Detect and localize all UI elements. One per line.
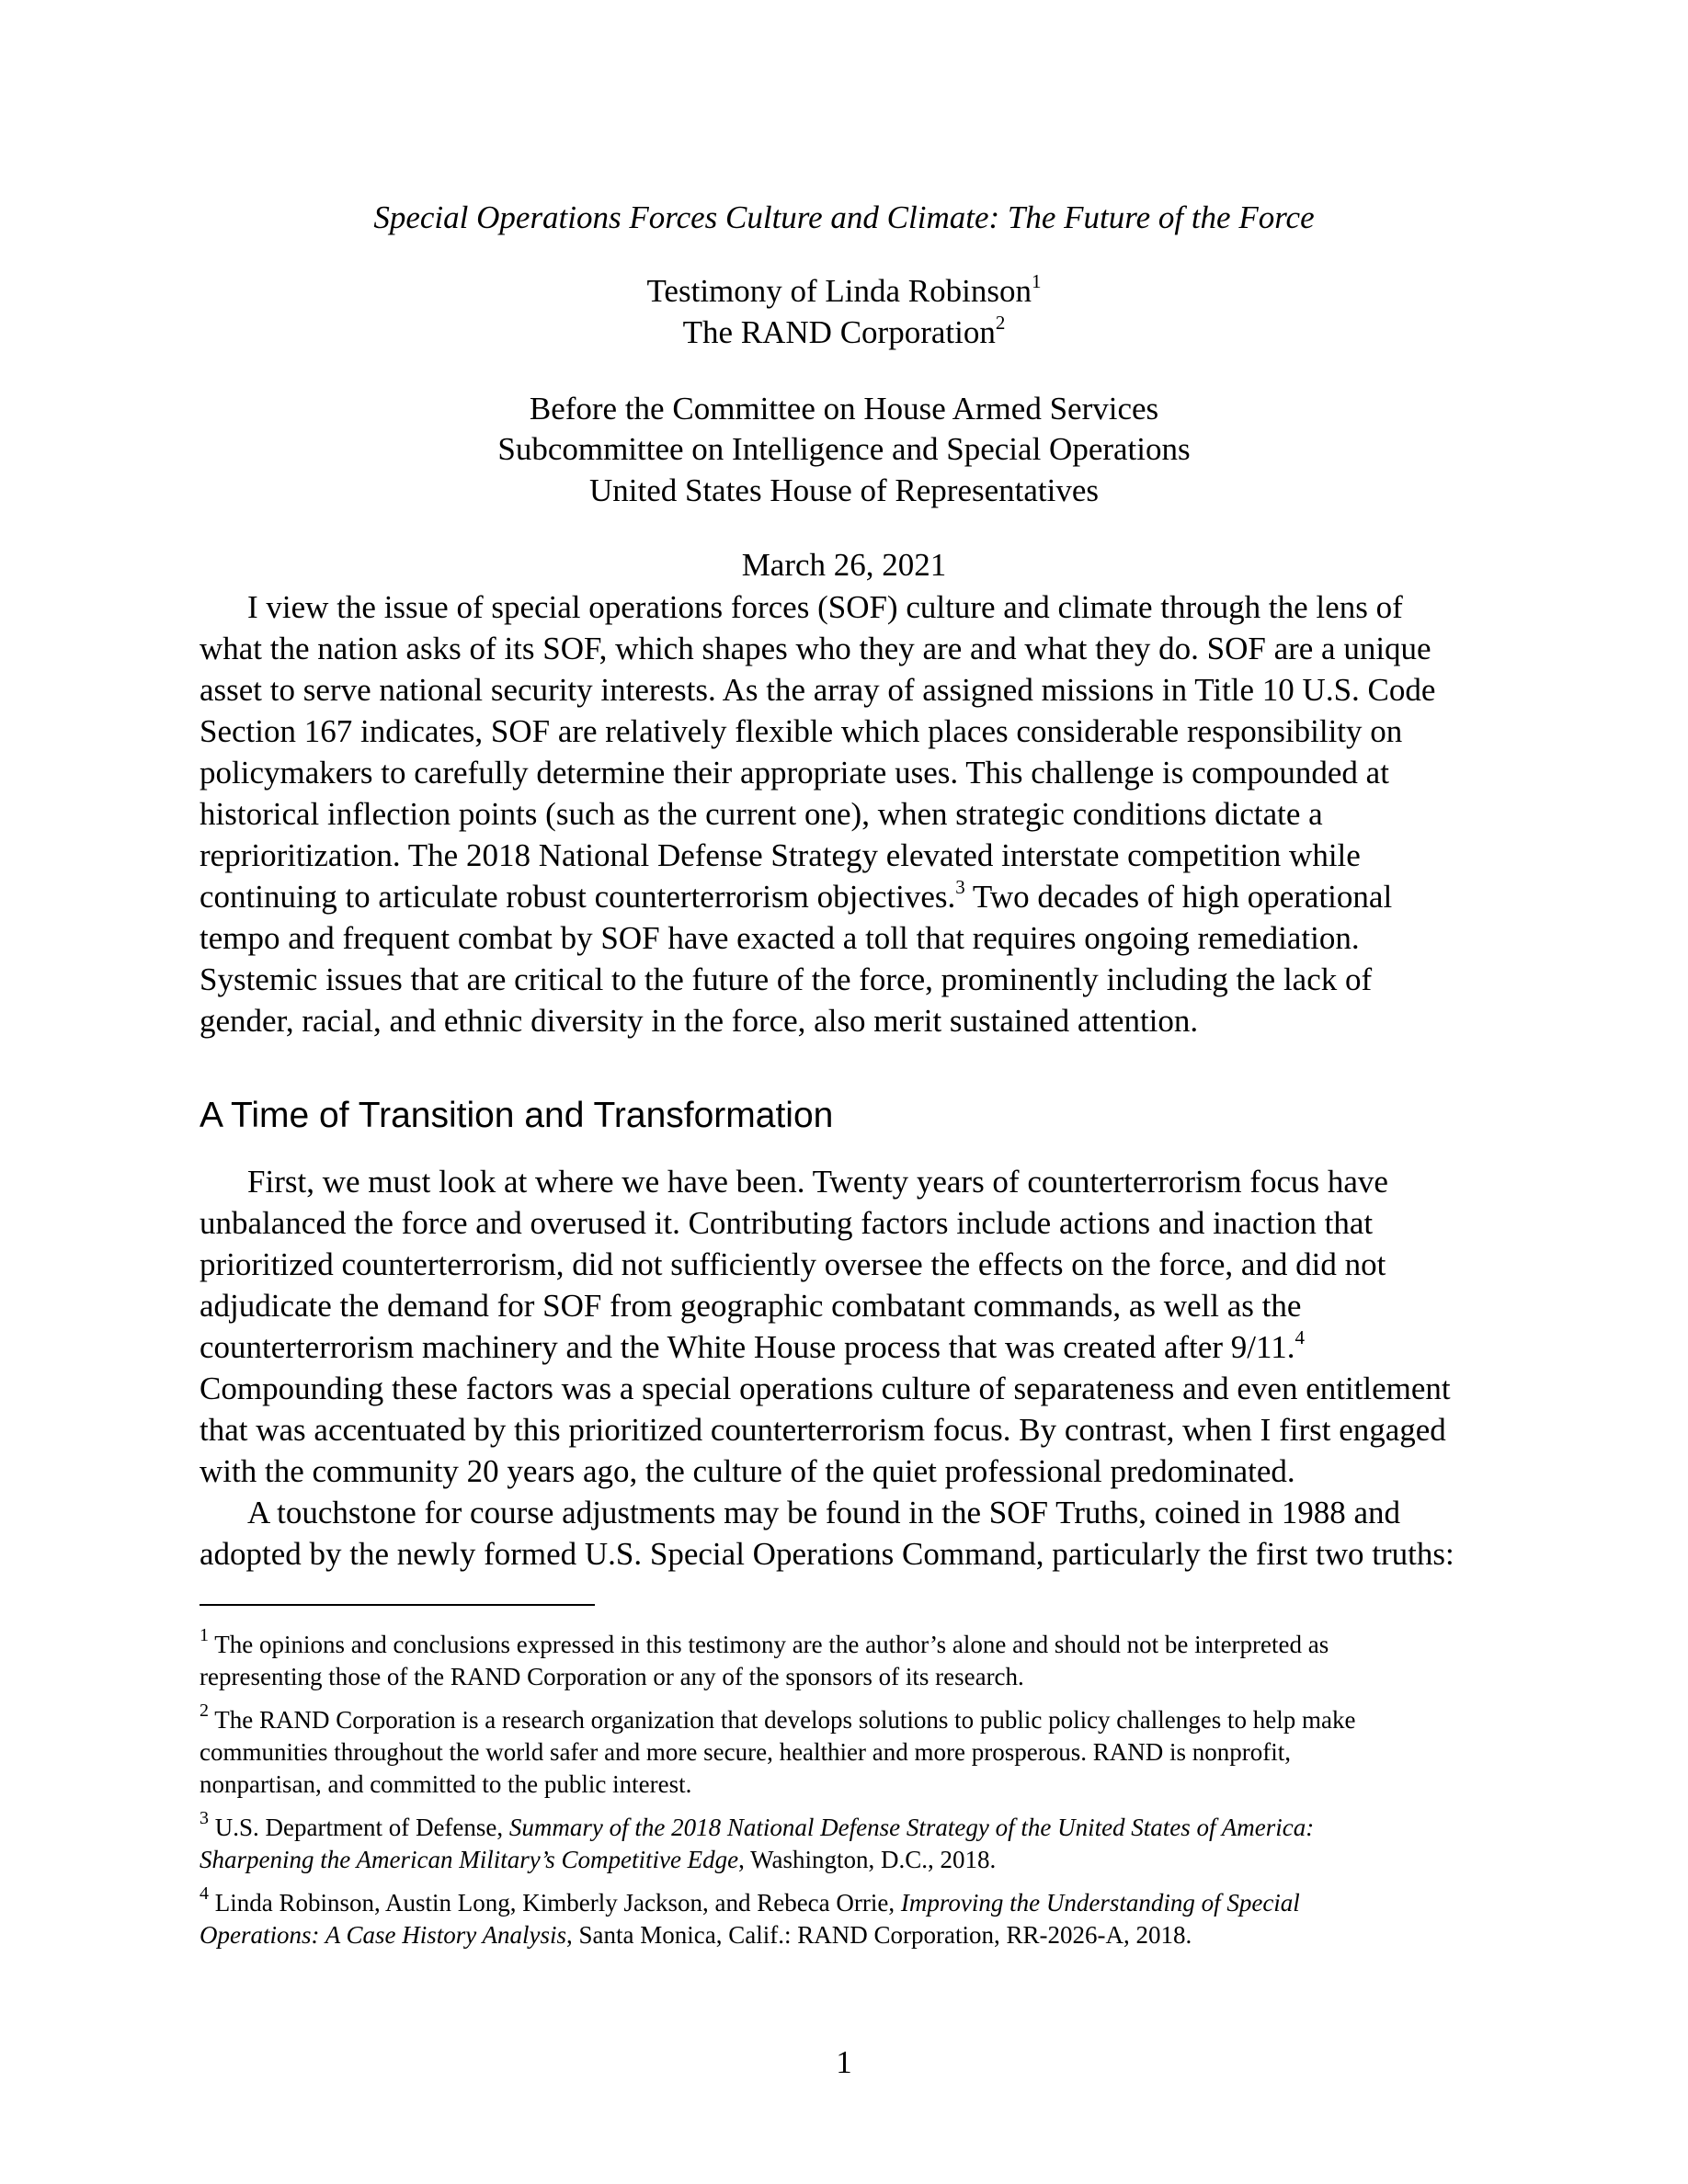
footnote-text: representing those of the RAND Corporation or any of the sponsors of its research. (200, 1663, 1024, 1690)
footnote-citation-title: Improving the Understanding of Special (900, 1889, 1300, 1917)
footnote-citation-title: Summary of the 2018 National Defense Strategy of the United States of America: (508, 1814, 1315, 1841)
footnote-text: U.S. Department of Defense, (214, 1814, 509, 1841)
text-line: First, we must look at where we have been. Twenty years of counterterrorism focus have (247, 1164, 1388, 1200)
footnote-ref-2[interactable]: 2 (995, 312, 1006, 335)
footnote-number: 2 (200, 1701, 209, 1721)
footnote-ref-3[interactable]: 3 (955, 876, 965, 899)
organization-text: The RAND Corporation (682, 314, 996, 350)
footnote-separator (200, 1604, 595, 1606)
committee-line-1: Before the Committee on House Armed Services (529, 391, 1159, 427)
text-line: A touchstone for course adjustments may be found in the SOF Truths, coined in 1988 and (247, 1495, 1401, 1530)
footnote-4 (200, 1883, 1505, 1951)
footnote-text: The RAND Corporation is a research organization that develops solutions to public policy challenges to help make (214, 1706, 1356, 1734)
footnote-text: , Santa Monica, Calif.: RAND Corporation, RR-2026-A, 2018. (566, 1921, 1192, 1949)
footnote-number: 1 (200, 1625, 209, 1645)
committee-line-3: United States House of Representatives (588, 472, 1100, 508)
footnote-number: 4 (200, 1883, 209, 1904)
intro-paragraph (200, 586, 1505, 1041)
committee-line-2: Subcommittee on Intelligence and Special Operations (497, 431, 1191, 467)
footnote-text: nonpartisan, and committed to the public interest. (200, 1770, 692, 1798)
page-number: 1 (836, 2044, 852, 2080)
text-line: that was accentuated by this prioritized counterterrorism focus. By contrast, when I first engaged (200, 1412, 1446, 1448)
footnote-number: 3 (200, 1808, 209, 1828)
text-line: gender, racial, and ethnic diversity in the force, also merit sustained attention. (200, 1003, 1199, 1039)
footnote-1 (200, 1625, 1505, 1693)
footnote-citation-title: Sharpening the American Military’s Competitive Edge (200, 1846, 739, 1873)
text-line: unbalanced the force and overused it. Contributing factors include actions and inaction that (200, 1205, 1374, 1241)
text-line: policymakers to carefully determine their appropriate uses. This challenge is compounded at (200, 755, 1389, 791)
text-segment: Two decades of high operational (964, 879, 1393, 915)
text-line: adopted by the newly formed U.S. Special Operations Command, particularly the first two truths: (200, 1536, 1454, 1572)
text-line (200, 1326, 1505, 1368)
footnote-text: Linda Robinson, Austin Long, Kimberly Jackson, and Rebeca Orrie, (214, 1889, 901, 1917)
text-line: Section 167 indicates, SOF are relatively flexible which places considerable responsibility on (200, 713, 1403, 749)
organization-line (0, 313, 1688, 353)
text-line: with the community 20 years ago, the culture of the quiet professional predominated. (200, 1453, 1295, 1489)
testimony-text: Testimony of Linda Robinson (646, 273, 1032, 309)
footnote-ref-1[interactable]: 1 (1032, 270, 1042, 293)
document-title (0, 198, 1688, 238)
testimony-date: March 26, 2021 (741, 547, 947, 583)
text-line: historical inflection points (such as the current one), when strategic conditions dictate a (200, 796, 1323, 832)
text-line: reprioritization. The 2018 National Defense Strategy elevated interstate competition while (200, 837, 1361, 873)
section-paragraph-1 (200, 1161, 1505, 1575)
footnotes (200, 1625, 1505, 1962)
text-line (200, 876, 1505, 917)
text-line: asset to serve national security interests. As the array of assigned missions in Title 10 U.S. Code (200, 672, 1436, 708)
document-title-text: Special Operations Forces Culture and Climate: The Future of the Force (373, 199, 1315, 235)
text-line: adjudicate the demand for SOF from geographic combatant commands, as well as the (200, 1288, 1302, 1324)
footnote-text: , Washington, D.C., 2018. (738, 1846, 997, 1873)
section-heading: A Time of Transition and Transformation (200, 1096, 834, 1135)
footnote-3 (200, 1808, 1505, 1876)
footnote-citation-title: Operations: A Case History Analysis (200, 1921, 567, 1949)
text-segment: continuing to articulate robust counterterrorism objectives. (200, 879, 956, 915)
footnote-2 (200, 1701, 1505, 1801)
text-line: Compounding these factors was a special operations culture of separateness and even entitlement (200, 1371, 1451, 1406)
footnote-text: communities throughout the world safer and more secure, healthier and more prosperous. RAND is nonprofit, (200, 1738, 1291, 1766)
footnote-text: The opinions and conclusions expressed in this testimony are the author’s alone and should not be interpreted as (214, 1631, 1329, 1658)
footnote-ref-4[interactable]: 4 (1295, 1326, 1305, 1349)
text-line: what the nation asks of its SOF, which shapes who they are and what they do. SOF are a unique (200, 631, 1431, 666)
text-line: tempo and frequent combat by SOF have exacted a toll that requires ongoing remediation. (200, 920, 1360, 956)
text-line: I view the issue of special operations forces (SOF) culture and climate through the lens of (247, 589, 1403, 625)
testimony-line (0, 271, 1688, 312)
text-segment: counterterrorism machinery and the White House process that was created after 9/11. (200, 1329, 1295, 1365)
text-line: prioritized counterterrorism, did not sufficiently oversee the effects on the force, and did not (200, 1246, 1386, 1282)
text-line: Systemic issues that are critical to the future of the force, prominently including the lack of (200, 961, 1373, 997)
